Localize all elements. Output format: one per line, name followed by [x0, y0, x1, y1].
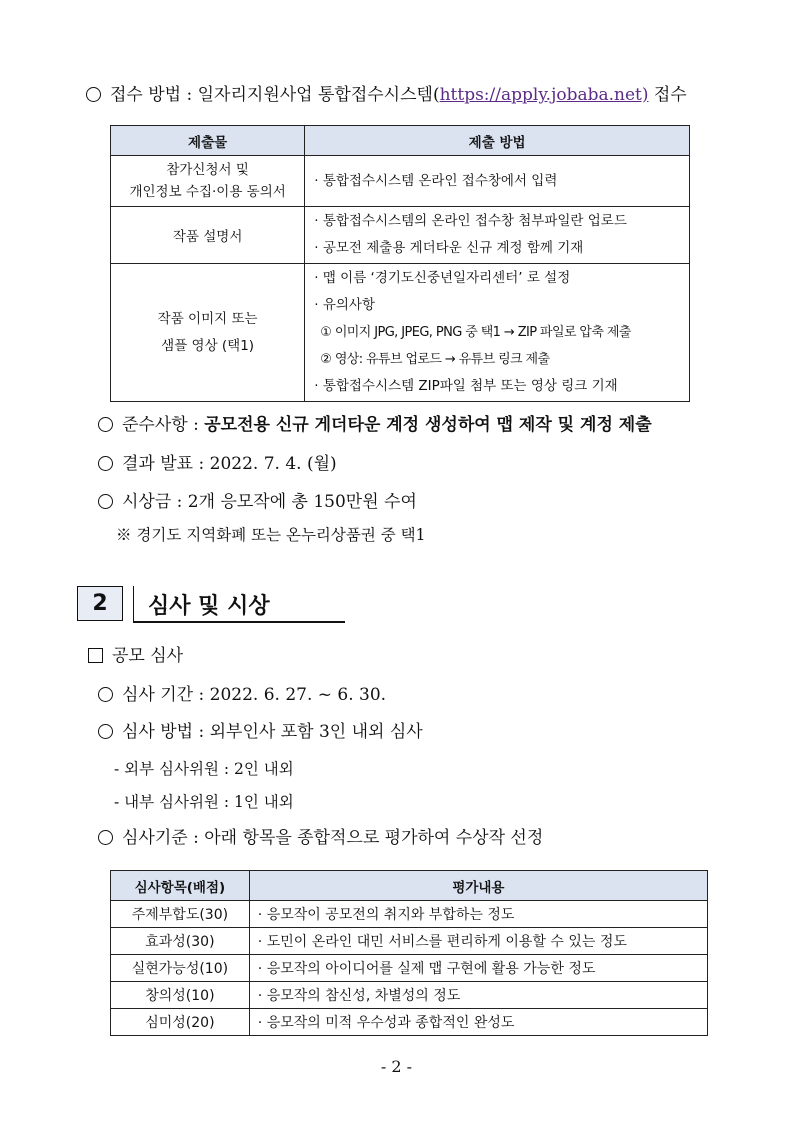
table-row: 창의성(10) · 응모작의 참신성, 차별성의 정도	[111, 982, 708, 1009]
section-underline	[133, 621, 345, 623]
review-heading: 공모 심사	[88, 645, 183, 667]
submission-item: 참가신청서 및 개인정보 수집·이용 동의서	[111, 156, 305, 207]
circle-bullet-icon	[86, 87, 101, 102]
table-row	[111, 156, 690, 207]
compliance-text: 공모전용 신규 게더타운 계정 생성하여 맵 제작 및 계정 제출	[204, 415, 652, 435]
submission-suffix: 접수	[648, 85, 687, 105]
circle-bullet-icon	[98, 456, 113, 471]
result-text: 결과 발표 : 2022. 7. 4. (월)	[122, 454, 337, 474]
submission-method-cell: · 통합접수시스템 온라인 접수창에서 입력	[305, 156, 690, 207]
section-divider	[133, 586, 134, 621]
circle-bullet-icon	[98, 830, 113, 845]
square-bullet-icon	[88, 648, 103, 663]
table-row	[111, 264, 690, 402]
table-row: 심미성(20) · 응모작의 미적 우수성과 종합적인 완성도	[111, 1009, 708, 1036]
page-number: - 2 -	[380, 1057, 413, 1076]
submission-item: 작품 설명서	[111, 207, 305, 264]
result-line	[98, 453, 337, 475]
criteria-table	[110, 870, 708, 1036]
prize-line	[98, 491, 417, 513]
internal-judges: - 내부 심사위원 : 1인 내외	[114, 793, 294, 811]
table-header: 제출 방법	[305, 126, 690, 156]
circle-bullet-icon	[98, 417, 113, 432]
submission-method-cell: · 맵 이름 ‘경기도신중년일자리센터’ 로 설정 · 유의사항 ① 이미지 JPG, JPEG, PNG 중 택1 → ZIP 파일로 압축 제출 ② 영상: 유튜브 업로드 → 유튜브 링크 제출 · 통합접수시스템 ZIP파일 첨부 또는 영상 링크 기재	[305, 264, 690, 402]
submission-item: 작품 이미지 또는 샘플 영상 (택1)	[111, 264, 305, 402]
circle-bullet-icon	[98, 687, 113, 702]
review-method: 심사 방법 : 외부인사 포함 3인 내외 심사	[98, 721, 423, 743]
prize-note: ※ 경기도 지역화폐 또는 온누리상품권 중 택1	[116, 526, 426, 544]
circle-bullet-icon	[98, 494, 113, 509]
submission-method-cell: · 통합접수시스템의 온라인 접수창 첨부파일란 업로드 · 공모전 제출용 게더타운 신규 계정 함께 기재	[305, 207, 690, 264]
table-header: 평가내용	[249, 871, 707, 901]
compliance-label: 준수사항 :	[122, 415, 205, 435]
table-row: 실현가능성(10) · 응모작의 아이디어를 실제 맵 구현에 활용 가능한 정도	[111, 955, 708, 982]
table-row: 주제부합도(30) · 응모작이 공모전의 취지와 부합하는 정도	[111, 901, 708, 928]
table-row	[111, 207, 690, 264]
submission-table	[110, 125, 690, 402]
compliance-line	[98, 414, 652, 436]
external-judges: - 외부 심사위원 : 2인 내외	[114, 760, 294, 778]
table-header: 제출물	[111, 126, 305, 156]
review-period: 심사 기간 : 2022. 6. 27. ~ 6. 30.	[98, 684, 386, 706]
submission-method	[86, 84, 687, 106]
section-title: 심사 및 시상	[148, 594, 270, 619]
section-number: 2	[77, 586, 123, 621]
circle-bullet-icon	[98, 724, 113, 739]
table-header: 심사항목(배점)	[111, 871, 250, 901]
table-row: 효과성(30) · 도민이 온라인 대민 서비스를 편리하게 이용할 수 있는 정도	[111, 928, 708, 955]
submission-url-link[interactable]: https://apply.jobaba.net)	[439, 85, 649, 105]
review-criteria: 심사기준 : 아래 항목을 종합적으로 평가하여 수상작 선정	[98, 827, 543, 849]
submission-label: 접수 방법 : 일자리지원사업 통합접수시스템(	[110, 85, 440, 105]
prize-text: 시상금 : 2개 응모작에 총 150만원 수여	[122, 492, 417, 512]
